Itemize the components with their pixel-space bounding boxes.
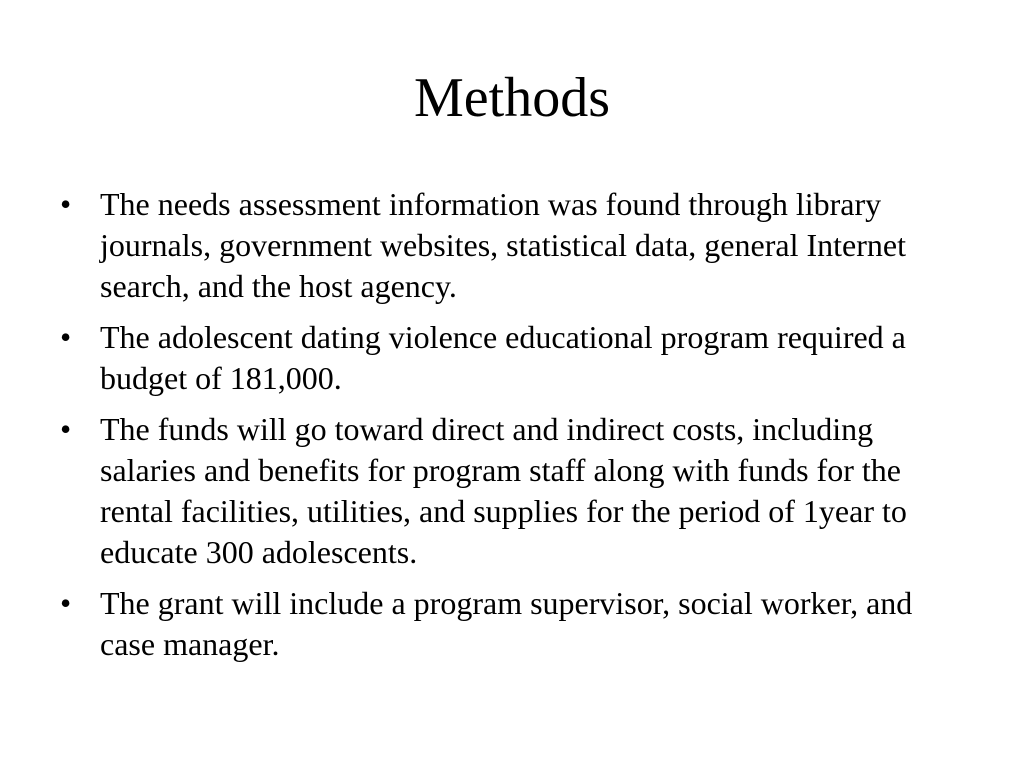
slide-title: Methods [414, 67, 610, 129]
bullet-icon: • [60, 186, 72, 222]
bullet-item [52, 184, 972, 307]
bullet-item [52, 409, 972, 573]
bullet-icon: • [60, 411, 72, 447]
bullet-icon: • [60, 585, 72, 621]
bullet-icon: • [60, 319, 72, 355]
bullet-item [52, 317, 972, 399]
bullet-item [52, 583, 972, 665]
bullet-list [52, 184, 972, 675]
bullet-text: The grant will include a program supervisor, social worker, and case manager. [100, 585, 913, 662]
bullet-text: The adolescent dating violence educational program required a budget of 181,000. [100, 319, 906, 396]
bullet-text: The needs assessment information was found through library journals, government websites, statistical data, general Internet search, and the host agency. [100, 186, 906, 304]
bullet-text: The funds will go toward direct and indirect costs, including salaries and benefits for program staff along with funds for the rental facilities, utilities, and supplies for the period of 1year to educate 300 adolescents. [100, 411, 907, 570]
